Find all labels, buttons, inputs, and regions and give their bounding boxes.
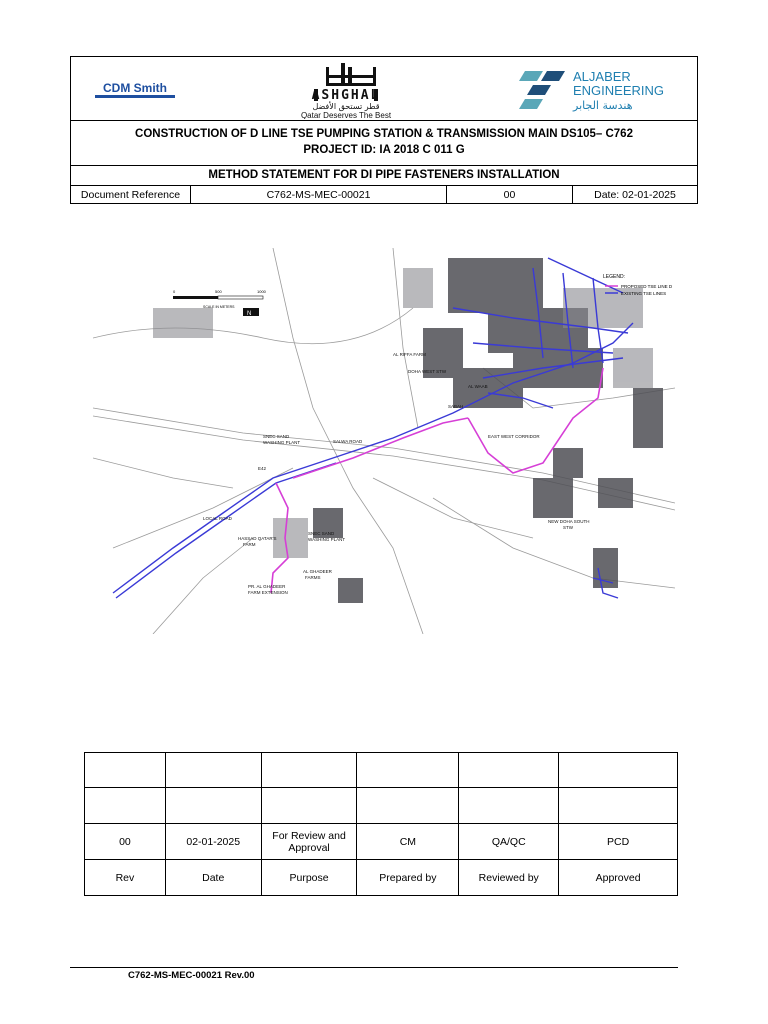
rev-date-cell: 02-01-2025 bbox=[165, 824, 261, 860]
project-id: PROJECT ID: IA 2018 C 011 G bbox=[303, 144, 465, 156]
svg-text:SCALE IN METERS: SCALE IN METERS bbox=[203, 305, 235, 309]
column-header-approved: Approved bbox=[559, 860, 678, 896]
label-new-doha-south-b: STW bbox=[563, 525, 573, 530]
table-cell bbox=[165, 753, 261, 788]
label-local-road: LOCAL ROAD bbox=[203, 516, 232, 521]
label-salwa-road: SALWA ROAD bbox=[333, 439, 363, 444]
column-header-prepared-by: Prepared by bbox=[357, 860, 459, 896]
svg-text:0: 0 bbox=[173, 289, 176, 294]
project-title: CONSTRUCTION OF D LINE TSE PUMPING STATION & TRANSMISSION MAIN DS105– C762 bbox=[135, 128, 633, 140]
label-sabah: SABAH bbox=[448, 404, 464, 409]
aljaber-ar: هندسة الجابر bbox=[573, 99, 633, 112]
label-hassad-b: FARM bbox=[243, 542, 256, 547]
table-row bbox=[85, 788, 678, 824]
cdm-smith-logo-text: CDM Smith bbox=[103, 81, 167, 95]
legend-title: LEGEND: bbox=[603, 274, 625, 280]
column-header-date: Date bbox=[165, 860, 261, 896]
ashghal-tagline-ar: قطر تستحق الأفضل bbox=[312, 102, 380, 111]
cdm-smith-logo bbox=[85, 81, 185, 105]
legend-existing: EXISTING TSE LINES bbox=[621, 291, 667, 296]
label-al-waab: AL WAAB bbox=[468, 384, 488, 389]
method-statement-title: METHOD STATEMENT FOR DI PIPE FASTENERS INSTALLATION bbox=[71, 166, 697, 186]
table-cell bbox=[165, 788, 261, 824]
label-al-ghadeer-b: FARMS bbox=[305, 575, 321, 580]
logo-row bbox=[71, 57, 697, 121]
label-east-west-corridor: EAST WEST CORRIDOR bbox=[488, 434, 540, 439]
ashghal-logo-text: ASHGHAL bbox=[311, 88, 381, 103]
table-cell bbox=[357, 788, 459, 824]
revision-table bbox=[84, 752, 678, 896]
label-snec-sand-2b: WASHING PLANT bbox=[308, 537, 346, 542]
aljaber-line2: ENGINEERING bbox=[573, 83, 665, 98]
label-snec-sand-1: SNEC SAND bbox=[263, 434, 290, 439]
table-row bbox=[85, 753, 678, 788]
ashghal-tagline: Qatar Deserves The Best bbox=[300, 111, 392, 119]
table-cell bbox=[261, 788, 357, 824]
label-al-ghadeer: AL GHADEER bbox=[303, 569, 332, 574]
table-cell bbox=[261, 753, 357, 788]
svg-text:N: N bbox=[247, 311, 252, 317]
footer-document-ref: C762-MS-MEC-00021 Rev.00 bbox=[128, 970, 255, 981]
rev-purpose-cell: For Review and Approval bbox=[261, 824, 357, 860]
table-cell bbox=[459, 788, 559, 824]
label-new-doha-south: NEW DOHA SOUTH bbox=[548, 519, 590, 524]
table-cell bbox=[85, 788, 166, 824]
aljaber-engineering-logo bbox=[517, 65, 687, 113]
svg-text:500: 500 bbox=[215, 289, 222, 294]
column-header-rev: Rev bbox=[85, 860, 166, 896]
document-reference-row bbox=[71, 186, 697, 204]
table-cell bbox=[459, 753, 559, 788]
table-cell bbox=[559, 753, 678, 788]
document-header bbox=[70, 56, 698, 204]
aljaber-line1: ALJABER bbox=[573, 69, 631, 84]
table-header-row bbox=[85, 860, 678, 896]
ashghal-logo bbox=[266, 61, 426, 119]
label-pr-al-ghadeer-b: FARM EXTENSION bbox=[248, 590, 288, 595]
table-cell bbox=[357, 753, 459, 788]
document-reference-label: Document Reference bbox=[71, 186, 191, 204]
footer-divider bbox=[70, 967, 678, 968]
label-al-riffa-farm: AL RIFFA FARM bbox=[393, 352, 426, 357]
rev-reviewed-cell: QA/QC bbox=[459, 824, 559, 860]
route-map bbox=[93, 248, 675, 634]
label-snec-sand-1b: WASHING PLANT bbox=[263, 440, 301, 445]
legend-proposed: PROPOSED TSE LINE D bbox=[621, 284, 673, 289]
svg-text:1000: 1000 bbox=[257, 289, 266, 294]
label-hassad: HASSAD QATAR'S bbox=[238, 536, 277, 541]
label-doha-west-stw: DOHA WEST STW bbox=[408, 369, 447, 374]
rev-approved-cell: PCD bbox=[559, 824, 678, 860]
table-row bbox=[85, 824, 678, 860]
column-header-reviewed-by: Reviewed by bbox=[459, 860, 559, 896]
document-reference-value: C762-MS-MEC-00021 bbox=[191, 186, 447, 204]
table-cell bbox=[559, 788, 678, 824]
label-snec-sand-2: SNEC SAND bbox=[308, 531, 335, 536]
label-e42: E42 bbox=[258, 466, 267, 471]
table-cell bbox=[85, 753, 166, 788]
document-date: Date: 02-01-2025 bbox=[594, 189, 676, 201]
rev-number-cell: 00 bbox=[85, 824, 166, 860]
column-header-purpose: Purpose bbox=[261, 860, 357, 896]
rev-prepared-cell: CM bbox=[357, 824, 459, 860]
label-pr-al-ghadeer: PR. AL GHADEER bbox=[248, 584, 286, 589]
revision-number: 00 bbox=[447, 186, 573, 204]
project-title-block bbox=[71, 120, 697, 166]
